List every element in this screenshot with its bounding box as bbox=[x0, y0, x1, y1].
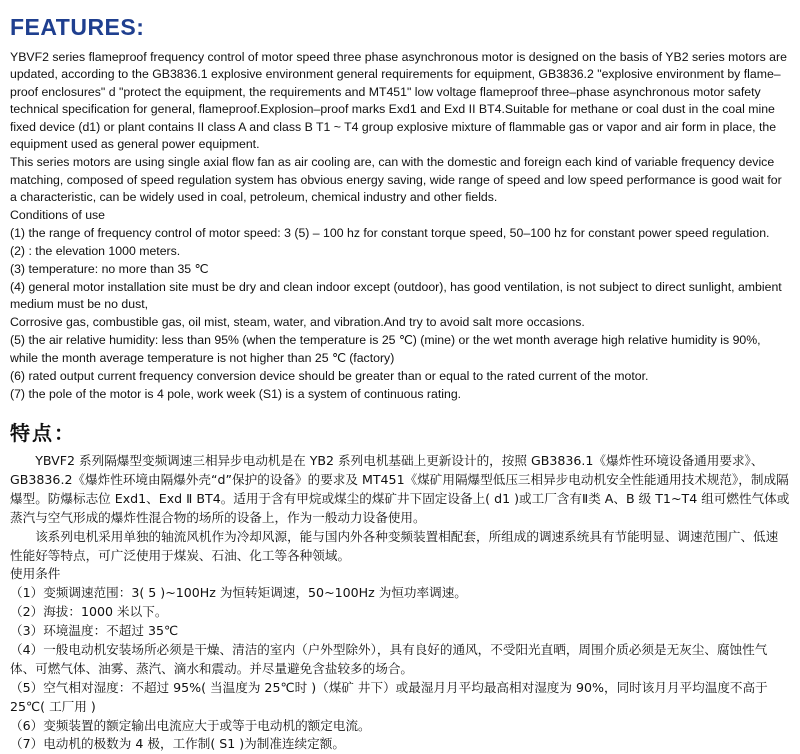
english-condition-item: (5) the air relative humidity: less than 95% (when the temperature is 25 ℃) (mine) or the wet month average high relative humidity is 90%, while the month average temperature is not higher than 25 ℃ (factory) bbox=[10, 333, 761, 365]
english-section bbox=[10, 49, 790, 403]
chinese-condition-item: （6）变频装置的额定输出电流应大于或等于电动机的额定电流。 bbox=[10, 717, 371, 733]
chinese-condition-item: （1）变频调速范围：3( 5 )~100Hz 为恒转矩调速，50~100Hz 为恒功率调速。 bbox=[10, 585, 467, 601]
english-condition-item: (2) : the elevation 1000 meters. bbox=[10, 243, 181, 258]
chinese-condition-item: （2）海拔：1000 米以下。 bbox=[10, 604, 168, 620]
chinese-condition-item: （3）环境温度：不超过 35℃ bbox=[10, 623, 179, 639]
chinese-condition-item: （7）电动机的极数为 4 极，工作制( S1 )为制准连续定额。 bbox=[10, 736, 345, 752]
english-condition-item: Corrosive gas, combustible gas, oil mist, steam, water, and vibration.And try to avoid salt more occasions. bbox=[10, 315, 585, 330]
chinese-paragraph: 该系列电机采用单独的轴流风机作为冷却风源，能与国内外各种变频装置相配套，所组成的调速系统具有节能明显、调速范围广、低速性能好等特点，可广泛使用于煤炭、石油、化工等各种领域。 bbox=[10, 528, 779, 563]
english-condition-item: (7) the pole of the motor is 4 pole, work week (S1) is a system of continuous rating. bbox=[10, 386, 462, 401]
chinese-conditions-heading: 使用条件 bbox=[10, 566, 61, 582]
chinese-paragraph: YBVF2 系列隔爆型变频调速三相异步电动机是在 YB2 系列电机基础上更新设计的，按照 GB3836.1《爆炸性环境设备通用要求》、GB3836.2《爆炸性环境由隔爆外壳“d”保护的设备》的要求及 MT451《煤矿用隔爆型低压三相异步电动机安全性能通用技术规范》，制成隔爆型。防爆标志位 Exd1、Exd Ⅱ BT4。适用于含有甲烷或煤尘的煤矿井下固定设备上( d1 )或工厂含有Ⅱ类 A、B 级 T1~T4 组可燃性气体或蒸汽与空气形成的爆炸性混合物的场所的设备上，作为一般动力设备使用。 bbox=[10, 453, 790, 525]
features-heading: FEATURES: bbox=[10, 14, 145, 40]
english-conditions-heading: Conditions of use bbox=[10, 208, 106, 223]
english-condition-item: (6) rated output current frequency conversion device should be greater than or equal to the rated current of the motor. bbox=[10, 368, 649, 383]
english-paragraph: YBVF2 series flameproof frequency control of motor speed three phase asynchronous motor is designed on the basis of YB2 series motors are updated, according to the GB3836.1 explosive environment general requirements for equipment, GB3836.2 "explosive environment by flame–proof enclosures" d "protect the equipment, the requirements and MT451" low voltage flameproof three–phase asynchronous motor safety technical specification for general, flameproof.Explosion–proof marks Exd1 and Exd II BT4.Suitable for methane or coal dust in the coal mine fixed device (d1) or plant contains II class A and class B T1 ~ T4 group explosive mixture of flammable gas or vapor and air form in place, the equipment used as general power equipment. bbox=[10, 50, 787, 152]
chinese-heading: 特点： bbox=[10, 421, 76, 446]
english-condition-item: (3) temperature: no more than 35 ℃ bbox=[10, 261, 209, 276]
english-condition-item: (4) general motor installation site must be dry and clean indoor except (outdoor), has good ventilation, is not subject to direct sunlight, ambient medium must be no dust, bbox=[10, 279, 782, 312]
english-paragraph: This series motors are using single axial flow fan as air cooling are, can with the domestic and foreign each kind of variable frequency device matching, composed of speed regulation system has obvious energy saving, wide range of speed and low speed performance is good wait for a characteristic, can be widely used in coal, petroleum, chemical industry and other fields. bbox=[10, 155, 782, 205]
chinese-section bbox=[10, 452, 790, 754]
english-condition-item: (1) the range of frequency control of motor speed: 3 (5) – 100 hz for constant torque speed, 50–100 hz for constant power speed regulation. bbox=[10, 226, 770, 241]
chinese-condition-item: （4）一般电动机安装场所必须是干燥、清洁的室内（户外型除外），具有良好的通风，不受阳光直晒，周围介质必须是无灰尘、腐蚀性气体、可燃气体、油雾、蒸汽、滴水和震动。并尽量避免含盐较多的场合。 bbox=[10, 641, 768, 676]
chinese-condition-item: （5）空气相对湿度：不超过 95%( 当温度为 25℃时 )（煤矿 井下）或最湿月月平均最高相对湿度为 90%，同时该月月平均温度不高于 25℃( 工厂用 ) bbox=[10, 679, 768, 714]
